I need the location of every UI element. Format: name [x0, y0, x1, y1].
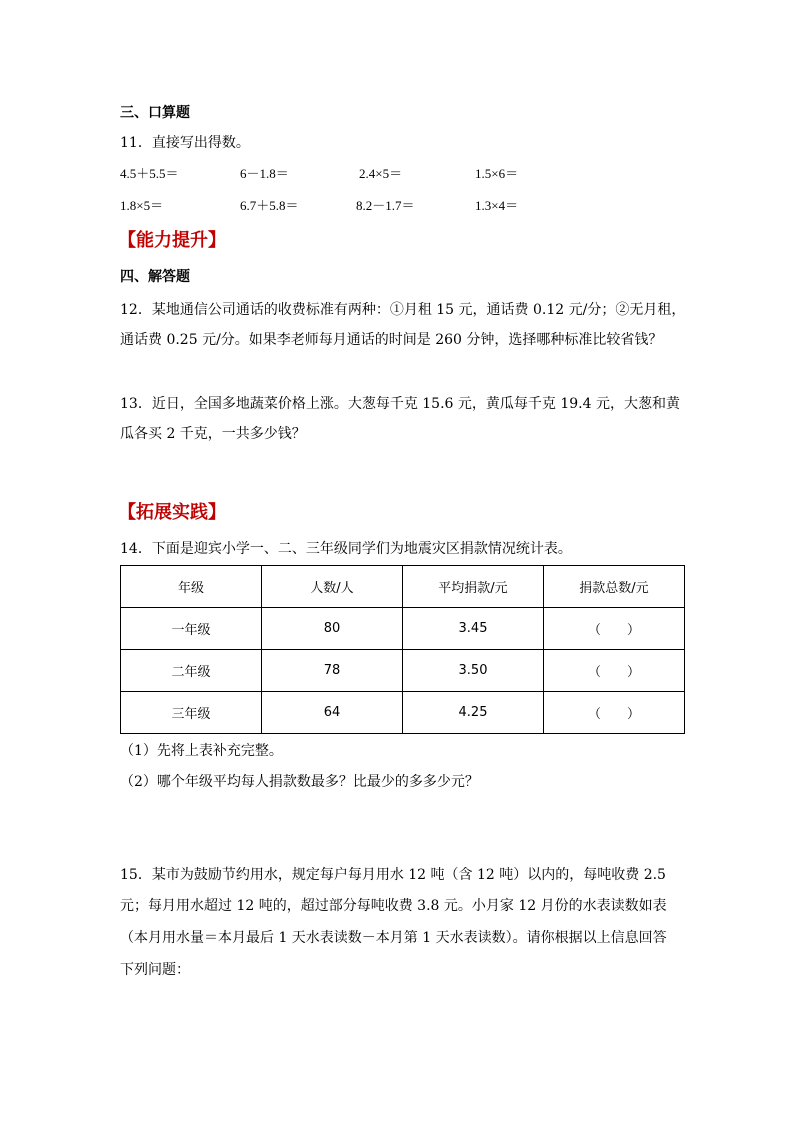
table-cell-grade: 一年级: [121, 608, 262, 650]
question-12-line-2: 通话费 0.25 元/分。如果李老师每月通话的时间是 260 分钟，选择哪种标准比较省钱？: [120, 332, 663, 348]
column-header-grade: 年级: [121, 566, 262, 608]
question-12-line-1: 12．某地通信公司通话的收费标准有两种：①月租 15 元，通话费 0.12 元/分；②无月租，: [120, 302, 686, 318]
question-14-intro: 14．下面是迎宾小学一、二、三年级同学们为地震灾区捐款情况统计表。: [120, 541, 572, 557]
question-13-line-1: 13．近日，全国多地蔬菜价格上涨。大葱每千克 15.6 元，黄瓜每千克 19.4 元，大葱和黄: [120, 396, 680, 412]
table-cell-average: 3.50: [403, 650, 544, 692]
calc-item: 1.5×6＝: [475, 166, 519, 181]
ability-improvement-heading: 【能力提升】: [118, 230, 226, 251]
table-row: [121, 650, 685, 692]
extension-practice-heading: 【拓展实践】: [118, 502, 226, 523]
question-15-line-2: 元；每月用水超过 12 吨的，超过部分每吨收费 3.8 元。小月家 12 月份的水表读数如表: [120, 898, 667, 914]
table-header-row: [121, 566, 685, 608]
table-cell-grade: 二年级: [121, 650, 262, 692]
section-heading-oral-calculation: 三、口算题: [120, 105, 190, 121]
donation-statistics-table: [120, 565, 685, 734]
question-15-line-1: 15．某市为鼓励节约用水，规定每户每月用水 12 吨（含 12 吨）以内的，每吨收费 2.5: [120, 867, 666, 883]
calc-item: 2.4×5＝: [359, 166, 403, 181]
table-cell-average: 4.25: [403, 692, 544, 734]
question-14-sub-1: （1）先将上表补充完整。: [120, 743, 283, 759]
column-header-students: 人数/人: [262, 566, 403, 608]
column-header-average-donation: 平均捐款/元: [403, 566, 544, 608]
table-row: [121, 608, 685, 650]
table-row: [121, 692, 685, 734]
table-cell-students: 80: [262, 608, 403, 650]
table-cell-average: 3.45: [403, 608, 544, 650]
calc-item: 1.3×4＝: [475, 198, 519, 213]
table-cell-total-blank: （ ）: [544, 608, 685, 650]
table-cell-total-blank: （ ）: [544, 692, 685, 734]
question-15-line-4: 下列问题：: [120, 962, 190, 978]
question-13-line-2: 瓜各买 2 千克，一共多少钱？: [120, 426, 306, 442]
table-cell-students: 78: [262, 650, 403, 692]
section-heading-word-problems: 四、解答题: [120, 269, 190, 285]
table-cell-grade: 三年级: [121, 692, 262, 734]
calc-item: 1.8×5＝: [120, 198, 164, 213]
question-11-prompt: 11．直接写出得数。: [120, 135, 250, 151]
calc-item: 6－1.8＝: [240, 166, 289, 181]
calc-item: 8.2－1.7＝: [356, 198, 415, 213]
calc-item: 4.5＋5.5＝: [120, 166, 179, 181]
calc-item: 6.7＋5.8＝: [240, 198, 299, 213]
question-15-line-3: （本月用水量＝本月最后 1 天水表读数－本月第 1 天水表读数）。请你根据以上信息回答: [120, 930, 667, 946]
table-cell-total-blank: （ ）: [544, 650, 685, 692]
table-cell-students: 64: [262, 692, 403, 734]
column-header-total-donation: 捐款总数/元: [544, 566, 685, 608]
question-14-sub-2: （2）哪个年级平均每人捐款数最多？比最少的多多少元？: [120, 774, 479, 790]
